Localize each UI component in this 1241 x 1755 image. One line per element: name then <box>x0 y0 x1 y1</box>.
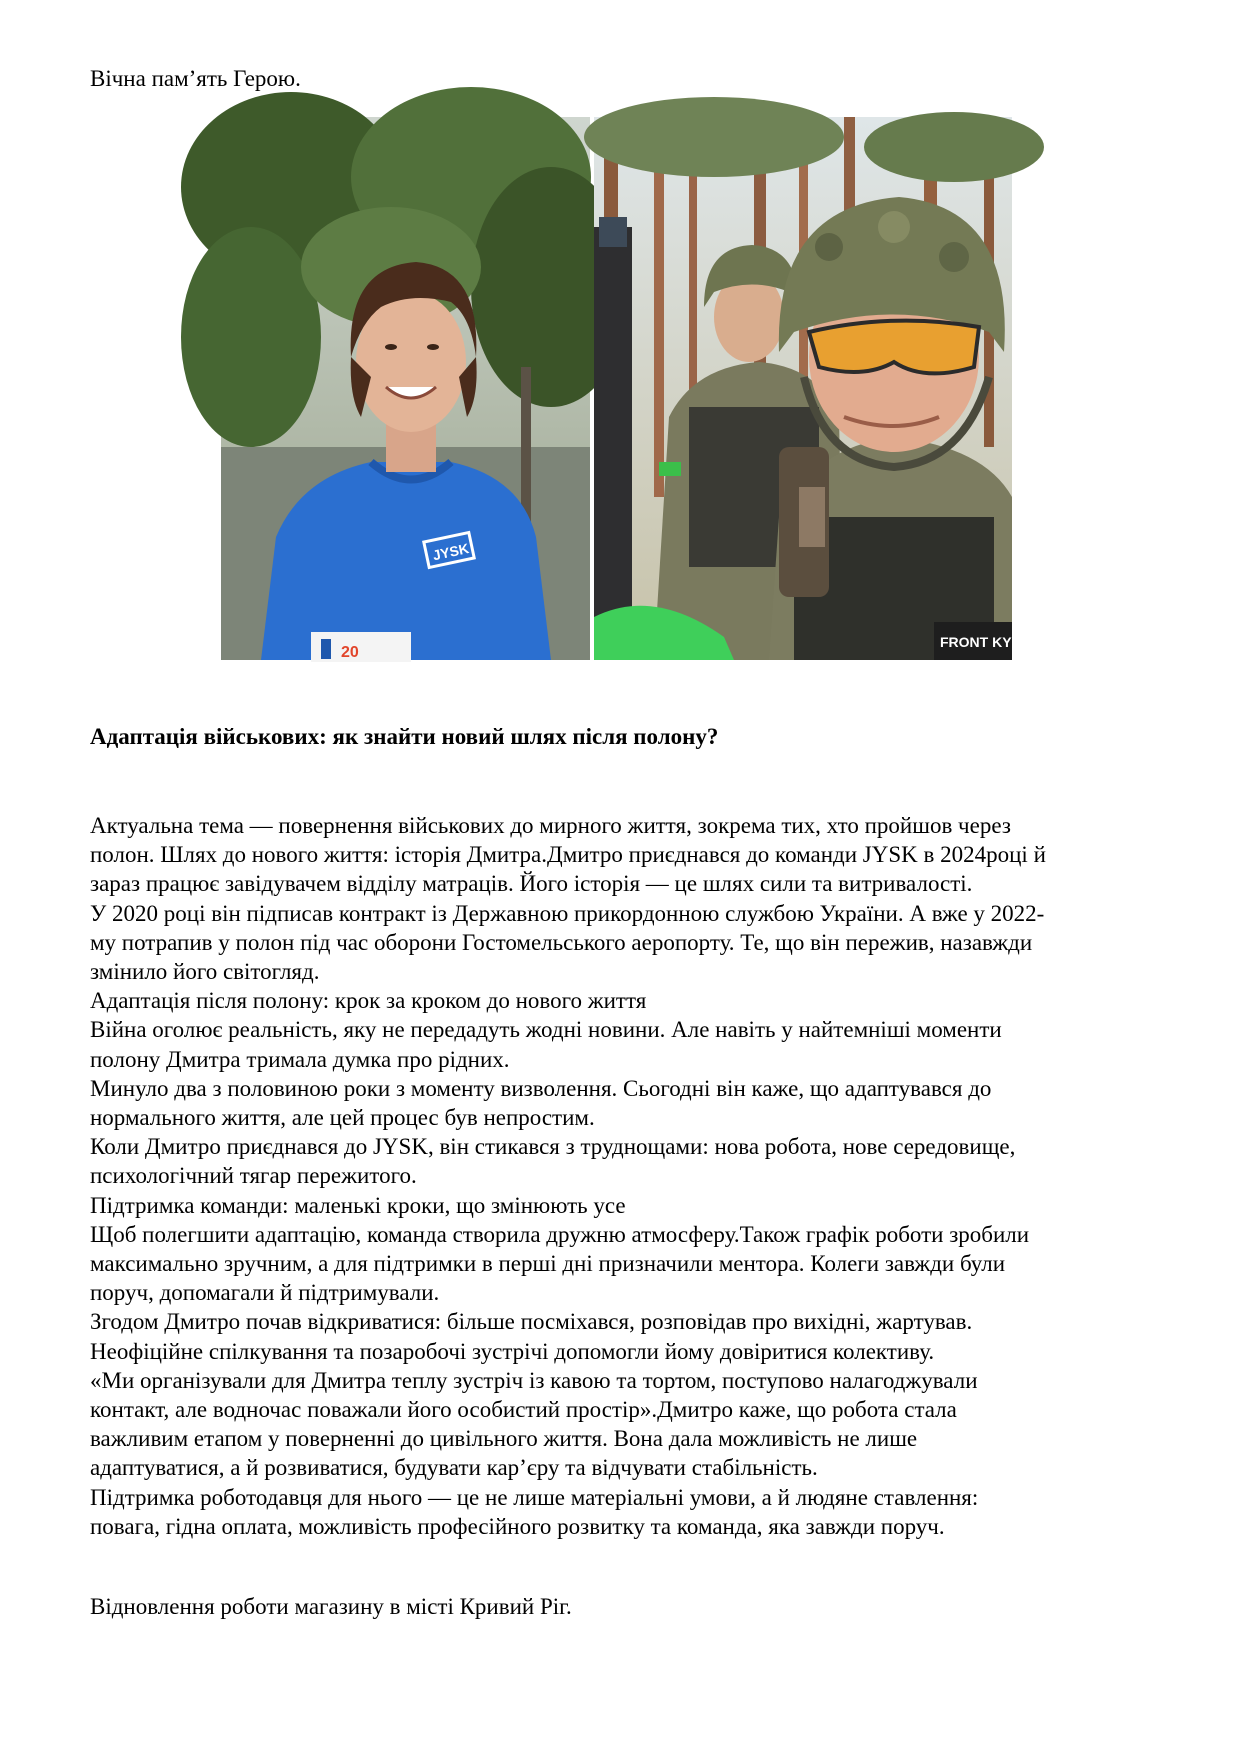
front-kyiv-patch: FRONT KYIV <box>940 634 1025 650</box>
body-line: Підтримка роботодавця для нього — це не лише матеріальні умови, а й людяне ставлення: <box>90 1484 979 1510</box>
body-line: Актуальна тема — повернення військових до мирного життя, зокрема тих, хто пройшов через <box>90 813 1011 838</box>
body-line: Підтримка команди: маленькі кроки, що змінюють усе <box>90 1192 626 1218</box>
body-line: «Ми організували для Дмитра теплу зустріч із кавою та тортом, поступово налагоджували <box>90 1367 978 1393</box>
intro-line: Вічна пам’ять Герою. <box>90 66 301 91</box>
body-line: зараз працює завідувачем відділу матраців. Його історія — це шлях сили та витривалості. <box>90 871 973 897</box>
photo-civilian <box>221 117 590 660</box>
svg-text:20: 20 <box>341 644 359 661</box>
photo-military <box>594 117 1025 660</box>
photo-civilian-image <box>221 117 590 660</box>
body-line: Адаптація після полону: крок за кроком до нового життя <box>90 988 647 1014</box>
body-line: У 2020 році він підписав контракт із Державною прикордонною службою України. А вже у 2022- <box>90 900 1045 926</box>
body-line: важливим етапом у поверненні до цивільного життя. Вона дала можливість не лише <box>90 1426 918 1452</box>
photo-collage <box>221 117 1025 661</box>
body-line: му потрапив у полон під час оборони Гостомельського аеропорту. Те, що він пережив, назавжди <box>90 929 1033 955</box>
body-line: контакт, але водночас поважали його особистий простір».Дмитро каже, що робота стала <box>90 1397 957 1423</box>
body-line: змінило його світогляд. <box>90 959 320 985</box>
body-line: адаптуватися, а й розвиватися, будувати кар’єру та відчувати стабільність. <box>90 1455 818 1481</box>
body-line: Минуло два з половиною роки з моменту визволення. Сьогодні він каже, що адаптувався до <box>90 1075 992 1101</box>
body-line: Неофіційне спілкування та позаробочі зустрічі допомогли йому довіритися колективу. <box>90 1338 935 1364</box>
body-line: Війна оголює реальність, яку не передадуть жодні новини. Але навіть у найтемніші моменти <box>90 1017 1002 1043</box>
article-heading: Адаптація військових: як знайти новий шлях після полону? <box>90 724 719 749</box>
body-line: полону Дмитра тримала думка про рідних. <box>90 1046 510 1072</box>
body-line: Коли Дмитро приєднався до JYSK, він стикався з труднощами: нова робота, нове середовище, <box>90 1134 1016 1160</box>
body-line: нормального життя, але цей процес був непростим. <box>90 1105 595 1131</box>
body-line: повага, гідна оплата, можливість професійного розвитку та команда, яка завжди поруч. <box>90 1513 945 1539</box>
photo-military-image <box>594 117 1025 660</box>
article-body <box>90 811 1170 1541</box>
body-line: Щоб полегшити адаптацію, команда створила дружню атмосферу.Також графік роботи зробили <box>90 1221 1030 1247</box>
body-line: психологічний тягар пережитого. <box>90 1163 417 1189</box>
footer-line: Відновлення роботи магазину в місті Кривий Ріг. <box>90 1594 572 1619</box>
body-line: полон. Шлях до нового життя: історія Дмитра.Дмитро приєднався до команди JYSK в 2024році й <box>90 842 1046 868</box>
jysk-shirt-logo: JYSK <box>431 540 471 564</box>
body-line: поруч, допомагали й підтримували. <box>90 1280 440 1306</box>
body-line: максимально зручним, а для підтримки в перші дні призначили ментора. Колеги завжди були <box>90 1251 1006 1277</box>
body-line: Згодом Дмитро почав відкриватися: більше посміхався, розповідав про вихідні, жартував. <box>90 1309 973 1335</box>
